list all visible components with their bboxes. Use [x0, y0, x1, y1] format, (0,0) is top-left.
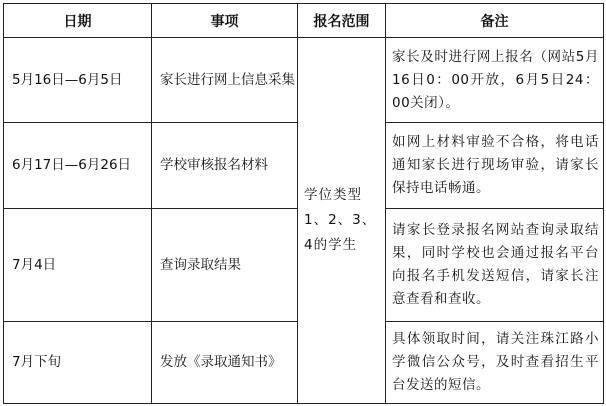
date-cell: 7月下旬 [4, 322, 152, 404]
range-cell [298, 38, 386, 404]
table-row [4, 38, 604, 123]
item-cell: 学校审核报名材料 [152, 123, 298, 209]
note-text: 请家长登录报名网站查询录取结果，同时学校也会通过报名平台向报名手机发送短信，请家长注意查看和查收。 [392, 222, 599, 307]
item-cell: 查询录取结果 [152, 209, 298, 322]
header-range: 报名范围 [298, 4, 386, 38]
enrollment-schedule-table [3, 3, 604, 404]
item-cell: 家长进行网上信息采集 [152, 38, 298, 123]
note-cell [386, 38, 604, 123]
date-cell: 5月16日—6月5日 [4, 38, 152, 123]
note-cell [386, 322, 604, 404]
header-note: 备注 [386, 4, 604, 38]
range-text: 学位类型1、2、3、4的学生 [304, 187, 377, 253]
date-cell: 6月17日—6月26日 [4, 123, 152, 209]
header-date: 日期 [4, 4, 152, 38]
note-cell [386, 209, 604, 322]
date-cell: 7月4日 [4, 209, 152, 322]
note-text: 家长及时进行网上报名（网站5月16日0：00开放，6月5日24：00关闭）。 [392, 48, 599, 111]
item-cell: 发放《录取通知书》 [152, 322, 298, 404]
header-item: 事项 [152, 4, 298, 38]
note-text: 具体领取时间，请关注珠江路小学微信公众号，及时查看招生平台发送的短信。 [392, 331, 599, 393]
header-row [4, 4, 604, 38]
note-cell [386, 123, 604, 209]
note-text: 如网上材料审验不合格，将电话通知家长进行现场审验，请家长保持电话畅通。 [392, 134, 599, 196]
